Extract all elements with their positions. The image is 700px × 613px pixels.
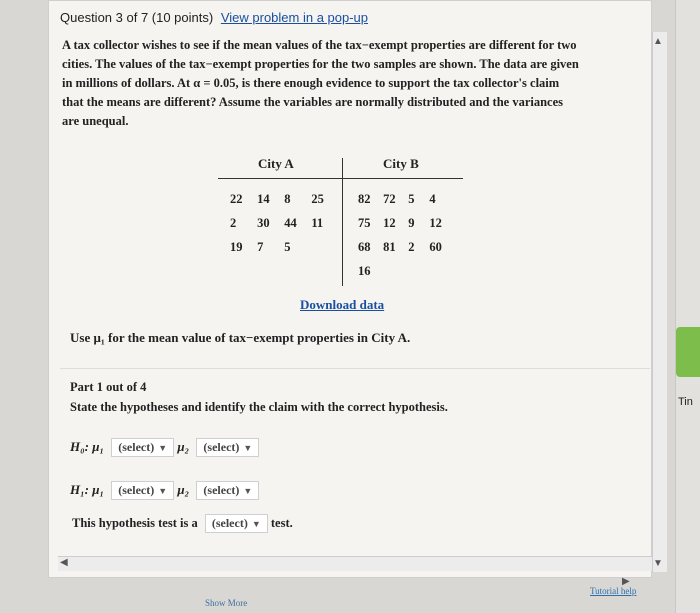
table-vline [342, 158, 343, 286]
city-b-row [358, 240, 451, 255]
cell: 7 [257, 240, 264, 254]
scroll-down-icon[interactable]: ▼ [653, 558, 663, 569]
h0-claim-select[interactable] [196, 438, 259, 457]
vertical-scrollbar[interactable] [652, 32, 667, 572]
hypothesis-instruction: State the hypotheses and identify the claim with the correct hypothesis. [70, 400, 448, 414]
select-value: (select) [211, 516, 248, 530]
problem-line: A tax collector wishes to see if the mean values of the tax−exempt properties are different for two [62, 38, 577, 52]
problem-line: in millions of dollars. At α = 0.05, is there enough evidence to support the tax collector's claim [62, 76, 560, 90]
cell: 82 [358, 192, 371, 206]
problem-text [62, 36, 650, 131]
horizontal-scrollbar[interactable] [58, 556, 652, 571]
h1-label: H₁: [70, 482, 89, 497]
header-city-b: City B [383, 156, 419, 171]
cell: 8 [284, 192, 291, 206]
chevron-down-icon: ▼ [243, 443, 253, 453]
mu-instruction: Use μ₁ for the mean value of tax−exempt properties in City A. [70, 330, 411, 345]
cell: 25 [311, 192, 324, 206]
cell: 11 [311, 216, 324, 230]
cell: 68 [358, 240, 371, 254]
alternative-hypothesis [70, 481, 259, 500]
question-title: Question 3 of 7 (10 points) [60, 10, 214, 25]
cell: 9 [408, 216, 415, 230]
cell: 2 [230, 216, 237, 230]
cell: 12 [429, 216, 442, 230]
part-indicator: Part 1 out of 4 [70, 380, 147, 394]
cell: 75 [358, 216, 371, 230]
cell: 44 [284, 216, 297, 230]
cell: 5 [408, 192, 415, 206]
header-city-a: City A [258, 156, 294, 171]
h1-claim-select[interactable] [196, 481, 259, 500]
cell: 5 [284, 240, 291, 254]
h0-label: H₀: [70, 439, 89, 454]
city-b-row [358, 216, 451, 231]
chevron-down-icon: ▼ [243, 486, 253, 496]
popup-link[interactable]: View problem in a pop-up [220, 10, 369, 25]
cell: 4 [429, 192, 436, 206]
table-hline [218, 178, 463, 179]
city-a-row [230, 192, 335, 207]
mu2-symbol: μ₂ [177, 482, 190, 497]
h0-operator-select[interactable] [111, 438, 174, 457]
mu2-symbol: μ₂ [177, 439, 190, 454]
cell: 81 [383, 240, 396, 254]
test-type-suffix: test. [270, 516, 293, 530]
mu1-symbol: μ₁ [92, 482, 104, 497]
cell: 2 [408, 240, 415, 254]
test-type-prefix: This hypothesis test is a [72, 516, 198, 530]
tutorial-help-link[interactable]: Tutorial help [590, 586, 637, 596]
cell: 60 [429, 240, 442, 254]
test-type-select[interactable] [205, 514, 268, 533]
scroll-up-icon[interactable]: ▲ [653, 36, 663, 47]
side-green-tab[interactable] [676, 327, 700, 377]
cell: 12 [383, 216, 396, 230]
right-sidebar [675, 0, 700, 613]
chevron-down-icon: ▼ [158, 443, 168, 453]
problem-line: that the means are different? Assume the variables are normally distributed and the variances [62, 95, 564, 109]
select-value: (select) [203, 440, 240, 454]
city-b-row [358, 192, 451, 207]
cell: 22 [230, 192, 243, 206]
download-data-link[interactable]: Download data [300, 297, 385, 312]
h1-operator-select[interactable] [111, 481, 174, 500]
question-header [60, 10, 368, 25]
scroll-left-icon[interactable]: ◀ [60, 557, 68, 568]
cell: 72 [383, 192, 396, 206]
chevron-down-icon: ▼ [158, 486, 168, 496]
null-hypothesis [70, 438, 259, 457]
select-value: (select) [118, 483, 155, 497]
city-a-row [230, 216, 335, 231]
select-value: (select) [203, 483, 240, 497]
side-label: Tin [678, 396, 693, 408]
select-value: (select) [118, 440, 155, 454]
cell: 16 [358, 264, 371, 278]
problem-line: cities. The values of the tax−exempt properties for the two samples are shown. The data are given [62, 57, 579, 71]
city-a-row [230, 240, 308, 255]
show-more-link[interactable]: Show More [205, 598, 248, 608]
scroll-right-icon[interactable]: ▶ [622, 576, 630, 587]
test-type-row [72, 514, 293, 533]
chevron-down-icon: ▼ [251, 519, 261, 529]
problem-line: are unequal. [62, 114, 129, 128]
mu1-symbol: μ₁ [92, 439, 104, 454]
divider [60, 368, 650, 369]
cell: 19 [230, 240, 243, 254]
city-b-row [358, 264, 380, 279]
cell: 14 [257, 192, 270, 206]
cell: 30 [257, 216, 270, 230]
